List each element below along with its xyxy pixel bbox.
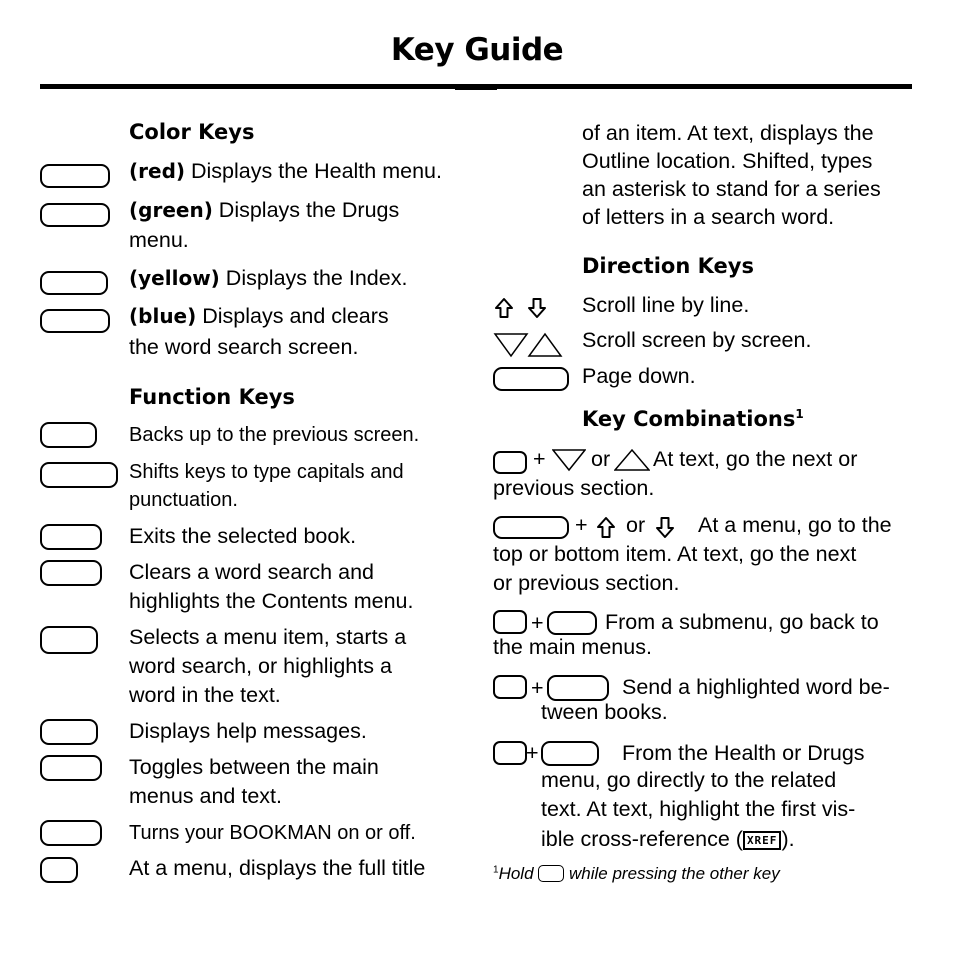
footnote-number: 1 xyxy=(493,864,499,876)
on-off-key[interactable] xyxy=(40,820,102,846)
enter-key-desc-3: word in the text. xyxy=(129,683,281,707)
combo-5-desc-3: text. At text, highlight the first vis- xyxy=(541,797,856,821)
color-keys-heading: Color Keys xyxy=(129,120,255,144)
up-down-arrow-keys[interactable] xyxy=(493,296,553,320)
green-key[interactable] xyxy=(40,203,110,227)
plus-3: + xyxy=(531,611,544,635)
yellow-key[interactable] xyxy=(40,271,108,295)
back-key[interactable] xyxy=(40,422,97,448)
plus-2: + xyxy=(575,513,588,537)
clear-key-desc-2: highlights the Contents menu. xyxy=(129,589,414,613)
scroll-line-desc: Scroll line by line. xyxy=(582,293,750,317)
yellow-key-desc: (yellow) Displays the Index. xyxy=(129,266,408,290)
page-down-key-combo[interactable] xyxy=(493,516,569,539)
card-key-desc: At a menu, displays the full title xyxy=(129,856,426,880)
up-arrow-icon[interactable] xyxy=(595,516,619,540)
function-keys-heading: Function Keys xyxy=(129,385,295,409)
continued-line-3: an asterisk to stand for a series xyxy=(582,177,881,201)
blue-key-desc-2: the word search screen. xyxy=(129,335,359,359)
continued-line-2: Outline location. Shifted, types xyxy=(582,149,873,173)
on-off-key-desc: Turns your BOOKMAN on or off. xyxy=(129,822,416,844)
plus-5: + xyxy=(526,741,539,765)
yellow-label: (yellow) xyxy=(129,266,220,290)
blue-key-desc: (blue) Displays and clears xyxy=(129,304,389,328)
blue-label: (blue) xyxy=(129,304,197,328)
combo-5-desc-4: ible cross-reference ( XREF ). xyxy=(541,827,795,851)
screen-scroll-keys[interactable] xyxy=(493,330,565,360)
card-key-footnote xyxy=(538,865,564,882)
continued-line-4: of letters in a search word. xyxy=(582,205,835,229)
triangle-down-icon[interactable] xyxy=(552,448,586,472)
down-arrow-icon[interactable] xyxy=(654,516,678,540)
shift-key[interactable] xyxy=(40,462,118,488)
exit-key-desc: Exits the selected book. xyxy=(129,524,357,548)
menu-key[interactable] xyxy=(40,755,102,781)
combo-2-desc-2: top or bottom item. At text, go the next xyxy=(493,542,857,566)
green-key-desc: (green) Displays the Drugs xyxy=(129,198,400,222)
key-combinations-heading: Key Combinations$^1$ xyxy=(582,407,804,431)
triangle-down-icon xyxy=(495,334,527,356)
continued-line-1: of an item. At text, displays the xyxy=(582,121,874,145)
card-key-combo-1[interactable] xyxy=(493,451,527,474)
combo-5-desc: From the Health or Drugs xyxy=(622,741,865,765)
shift-key-desc: Shifts keys to type capitals and xyxy=(129,461,404,483)
menu-key-desc: Toggles between the main xyxy=(129,755,379,779)
red-key-desc: (red) Displays the Health menu. xyxy=(129,159,442,183)
back-key-desc: Backs up to the previous screen. xyxy=(129,424,420,446)
up-arrow-icon xyxy=(496,299,512,317)
card-key-combo-3[interactable] xyxy=(493,610,527,634)
back-key-combo[interactable] xyxy=(547,611,597,635)
combo-1-desc: At text, go the next or xyxy=(653,447,858,471)
card-key-combo-4[interactable] xyxy=(493,675,527,699)
blue-key[interactable] xyxy=(40,309,110,333)
xref-icon: XREF xyxy=(743,831,782,850)
or-2: or xyxy=(626,513,646,537)
combo-2-desc-3: or previous section. xyxy=(493,571,680,595)
page-down-desc: Page down. xyxy=(582,364,696,388)
down-arrow-icon xyxy=(529,299,545,317)
page-title: Key Guide xyxy=(390,32,564,68)
title-rule-tab xyxy=(455,88,497,90)
triangle-up-icon[interactable] xyxy=(614,448,650,472)
footnote: $^1$Hold while pressing the other key xyxy=(493,864,780,883)
page-down-key[interactable] xyxy=(493,367,569,391)
scroll-screen-desc: Scroll screen by screen. xyxy=(582,328,812,352)
card-key[interactable] xyxy=(40,857,78,883)
combo-3-desc: From a submenu, go back to xyxy=(605,610,879,634)
enter-key-desc: Selects a menu item, starts a xyxy=(129,625,407,649)
plus-4: + xyxy=(531,676,544,700)
combo-4-desc-2: tween books. xyxy=(541,700,668,724)
green-key-desc-2: menu. xyxy=(129,228,189,252)
or-1: or xyxy=(591,447,611,471)
combo-5-desc-2: menu, go directly to the related xyxy=(541,768,837,792)
clear-key[interactable] xyxy=(40,560,102,586)
footnote-marker: 1 xyxy=(795,407,804,421)
enter-key[interactable] xyxy=(40,626,98,654)
enter-key-combo[interactable] xyxy=(541,741,599,766)
clear-key-desc: Clears a word search and xyxy=(129,560,374,584)
help-key-desc: Displays help messages. xyxy=(129,719,367,743)
combo-2-desc: At a menu, go to the xyxy=(698,513,892,537)
red-key[interactable] xyxy=(40,164,110,188)
combo-1-desc-2: previous section. xyxy=(493,476,655,500)
shift-key-desc-2: punctuation. xyxy=(129,489,238,511)
card-key-combo-5[interactable] xyxy=(493,741,527,765)
triangle-up-icon xyxy=(529,334,561,356)
combo-4-desc: Send a highlighted word be- xyxy=(622,675,890,699)
green-label: (green) xyxy=(129,198,213,222)
enter-key-desc-2: word search, or highlights a xyxy=(129,654,392,678)
help-key[interactable] xyxy=(40,719,98,745)
red-label: (red) xyxy=(129,159,186,183)
exit-key[interactable] xyxy=(40,524,102,550)
plus-1: + xyxy=(533,447,546,471)
menu-key-desc-2: menus and text. xyxy=(129,784,282,808)
combo-3-desc-2: the main menus. xyxy=(493,635,652,659)
direction-keys-heading: Direction Keys xyxy=(582,254,754,278)
